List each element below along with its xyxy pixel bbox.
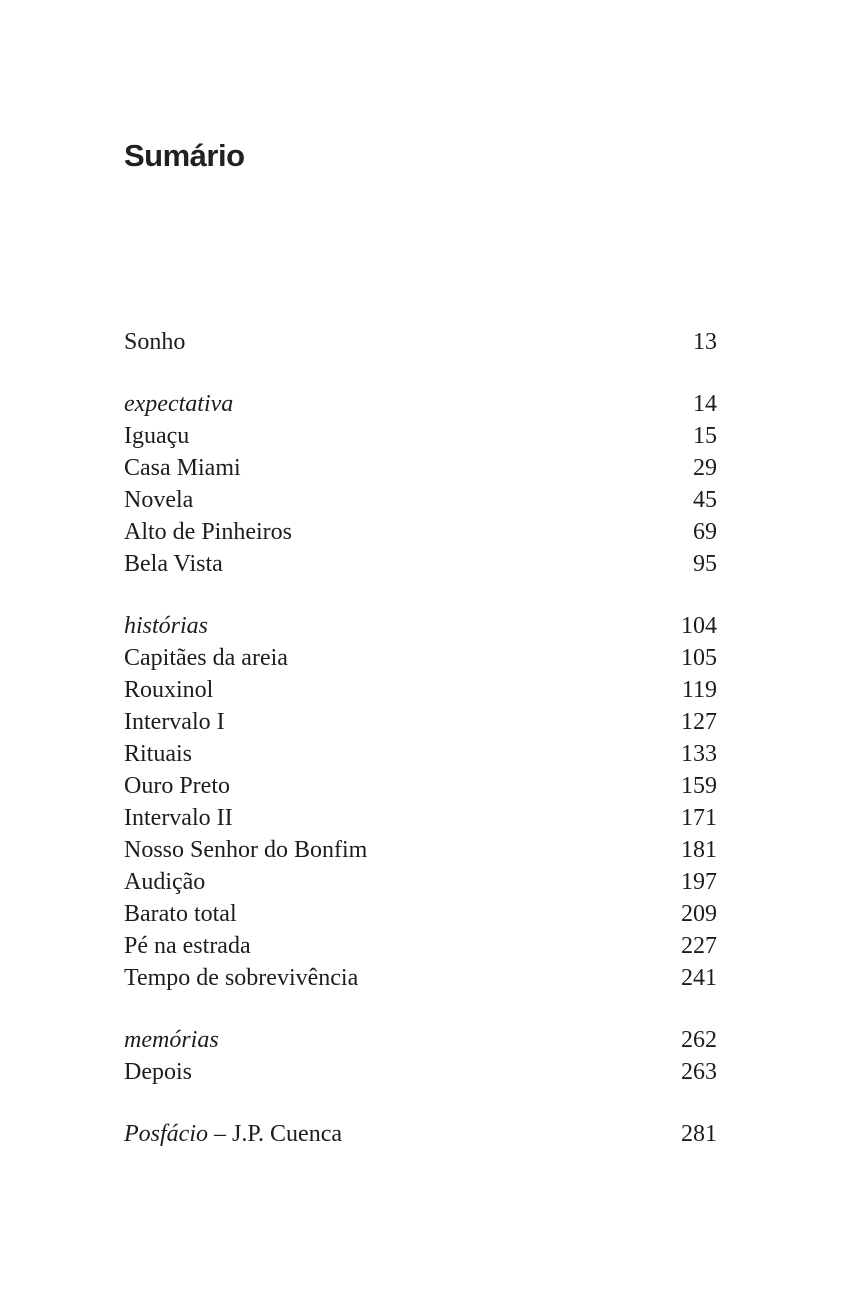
- toc-section: [124, 326, 717, 358]
- toc-entry-label: Depois: [124, 1059, 192, 1085]
- toc-entry-page: 13: [693, 329, 717, 355]
- toc-entry: [124, 738, 717, 770]
- toc-entry-label: memórias: [124, 1027, 219, 1053]
- toc-entry: [124, 388, 717, 420]
- toc-entry: [124, 1056, 717, 1088]
- toc-entry-page: 127: [681, 709, 717, 735]
- table-of-contents: [124, 326, 717, 1150]
- toc-entry-label: Rituais: [124, 741, 193, 767]
- toc-entry: [124, 706, 717, 738]
- toc-entry-page: 69: [693, 519, 717, 545]
- toc-entry-page: 171: [681, 805, 717, 831]
- toc-entry-label: Intervalo I: [124, 709, 225, 735]
- toc-entry: [124, 898, 717, 930]
- toc-entry-page: 197: [681, 869, 717, 895]
- toc-entry-label: Pé na estrada: [124, 933, 251, 959]
- toc-entry: [124, 1024, 717, 1056]
- toc-entry: [124, 802, 717, 834]
- toc-entry-page: 104: [681, 613, 717, 639]
- toc-entry-page: 262: [681, 1027, 717, 1053]
- toc-entry: [124, 610, 717, 642]
- toc-section: [124, 610, 717, 994]
- toc-entry: [124, 642, 717, 674]
- toc-entry-label: Posfácio – J.P. Cuenca: [124, 1121, 342, 1147]
- toc-entry-label: histórias: [124, 613, 209, 639]
- toc-entry-label: expectativa: [124, 391, 234, 417]
- toc-entry: [124, 452, 717, 484]
- toc-entry-page: 181: [681, 837, 717, 863]
- toc-entry: [124, 516, 717, 548]
- toc-entry-label: Alto de Pinheiros: [124, 519, 292, 545]
- page-title: Sumário: [124, 138, 245, 173]
- toc-entry-label: Nosso Senhor do Bonfim: [124, 837, 368, 863]
- toc-entry-label: Iguaçu: [124, 423, 190, 449]
- toc-entry-page: 263: [681, 1059, 717, 1085]
- toc-entry-label: Intervalo II: [124, 805, 233, 831]
- toc-entry-label: Casa Miami: [124, 455, 241, 481]
- toc-section: [124, 1118, 717, 1150]
- toc-entry-label: Novela: [124, 487, 194, 513]
- toc-entry-page: 281: [681, 1121, 717, 1147]
- toc-entry: [124, 770, 717, 802]
- toc-entry: [124, 866, 717, 898]
- toc-entry-page: 45: [693, 487, 717, 513]
- toc-entry-page: 209: [681, 901, 717, 927]
- toc-entry-page: 15: [693, 423, 717, 449]
- toc-section: [124, 1024, 717, 1088]
- toc-section: [124, 388, 717, 580]
- toc-entry: [124, 326, 717, 358]
- toc-entry: [124, 420, 717, 452]
- toc-entry-page: 14: [693, 391, 717, 417]
- toc-entry-page: 227: [681, 933, 717, 959]
- toc-entry-label: Barato total: [124, 901, 237, 927]
- toc-entry-page: 105: [681, 645, 717, 671]
- toc-entry: [124, 962, 717, 994]
- toc-entry-page: 159: [681, 773, 717, 799]
- toc-entry-label: Audição: [124, 869, 206, 895]
- toc-entry: [124, 1118, 717, 1150]
- toc-entry-label: Ouro Preto: [124, 773, 230, 799]
- toc-entry: [124, 548, 717, 580]
- toc-entry: [124, 484, 717, 516]
- toc-entry-label: Capitães da areia: [124, 645, 288, 671]
- toc-entry: [124, 834, 717, 866]
- toc-entry: [124, 674, 717, 706]
- toc-entry-page: 133: [681, 741, 717, 767]
- toc-entry-label: Bela Vista: [124, 551, 223, 577]
- toc-entry-label: Tempo de sobrevivência: [124, 965, 359, 991]
- toc-entry-page: 29: [693, 455, 717, 481]
- toc-entry-page: 95: [693, 551, 717, 577]
- toc-entry: [124, 930, 717, 962]
- toc-entry-label: Sonho: [124, 329, 186, 355]
- toc-entry-page: 241: [681, 965, 717, 991]
- toc-entry-label: Rouxinol: [124, 677, 214, 703]
- toc-entry-page: 119: [681, 677, 717, 703]
